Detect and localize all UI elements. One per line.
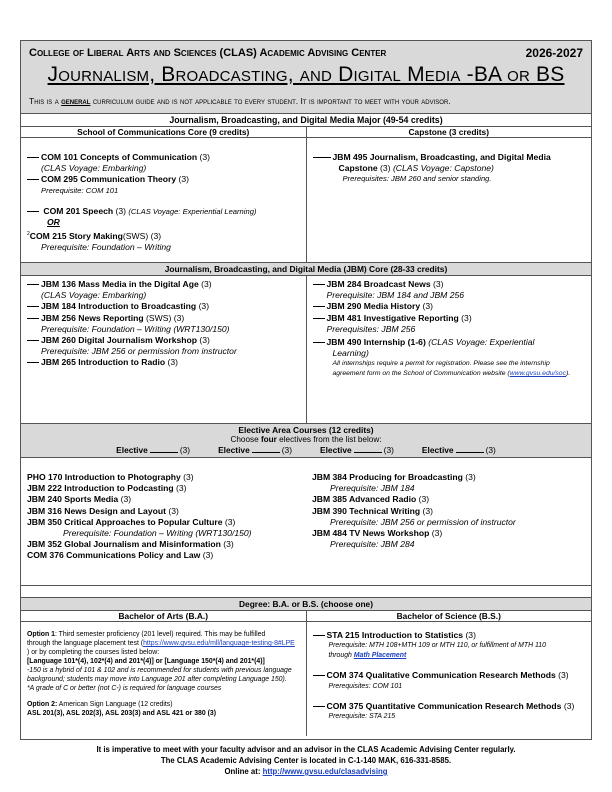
checkbox-line [313,706,325,707]
course-note [312,539,585,550]
checkbox-line [27,362,39,363]
capstone-course[interactable] [313,152,586,163]
note-bold: general [61,96,91,106]
course-name: JBM 390 Technical Writing [312,505,421,516]
footer-line1: It is imperative to meet with your faculty advisor and an advisor in the CLAS Academic Advising Center regularly. [96,745,516,754]
electives-right-list [312,472,585,550]
story-course[interactable]: $^2$COM 215 Story Making(SWS) (3) [27,230,162,241]
course-name: JBM 260 Digital Journalism Workshop [41,335,197,346]
core-head: School of Communications Core (9 credits) [21,127,307,137]
internship-course[interactable] [313,337,586,348]
course-credits: (3) [198,279,212,289]
elective-slots [21,444,591,458]
course-name: JBM 495 Journalism, Broadcasting, and Digital Media [332,152,551,162]
course-name: JBM 240 Sports Media [27,494,119,505]
academic-year: 2026-2027 [525,46,583,60]
course-item[interactable] [313,670,586,681]
note-text: agreement form on the School of Communication website ( [332,370,510,378]
elective-slot[interactable] [422,445,496,455]
course-item[interactable] [27,174,300,185]
elective-blank[interactable] [354,452,382,453]
speech-course[interactable] [27,206,300,217]
course-item[interactable] [27,152,300,163]
course-name: COM 215 Story Making [29,230,123,241]
major-section [21,138,591,263]
course-name: COM 376 Communications Policy and Law [27,550,201,561]
course-note-text: Prerequisite: JBM 256 or permission of instructor [330,516,516,527]
course-credits: (3) [118,494,132,505]
major-heads [21,127,591,138]
note-end: ). [565,370,571,378]
course-note-text: Prerequisites: COM 101 [328,682,403,690]
course-name: COM 374 Qualitative Communication Research Methods [326,670,556,681]
course-name: JBM 352 Global Journalism and Misinformation [27,539,221,550]
course-note [27,290,300,301]
course-item[interactable] [27,472,300,483]
course-name: JBM 490 Internship (1-6) [326,337,426,348]
course-name: JBM 265 Introduction to Radio [41,357,166,368]
course-item[interactable] [27,494,300,505]
course-credits: (3) [197,335,210,346]
footer-line2: The CLAS Academic Advising Center is located in C-1-140 MAK, 616-331-8585. [160,756,452,765]
jbm-left-list [27,279,300,369]
elective-blank[interactable] [150,452,178,453]
opt2-label: Option 2: [27,701,58,708]
checkbox-line [27,284,39,285]
capstone-prereq: Prerequisites: JBM 260 and senior standing. [342,174,492,184]
course-note-text: (CLAS Voyage: Embarking) [41,290,147,301]
checkbox-line [27,306,39,307]
course-credits: (3) [430,279,444,289]
capstone-head: Capstone (3 credits) [307,127,592,137]
story-prereq: Prerequisite: Foundation – Writing [41,241,171,252]
course-credits: (3) [197,152,211,162]
soc-website-link[interactable]: www.gvsu.edu/soc [509,370,566,378]
course-note-text: Prerequisite: Foundation – Writing (WRT130/150) [63,528,252,539]
course-item[interactable] [27,335,300,346]
opt1-label: Option 1 [27,631,55,638]
course-note-text: Prerequisite: JBM 184 [330,483,415,494]
course-note-text: Prerequisite: STA 215 [328,713,396,721]
ba-options [21,622,307,736]
course-voyage: (CLAS Voyage: Capstone) [392,163,494,174]
course-item[interactable] [313,313,586,324]
course-note-text: (CLAS Voyage: Embarking) [41,163,147,174]
course-item[interactable] [313,701,586,712]
course-item[interactable] [313,630,586,641]
course-note [313,324,586,335]
bs-list [313,630,586,722]
course-credits: (3) [180,472,194,482]
course-note-text: Prerequisite: MTH 108+MTH 109 or MTH 110, or fulfillment of MTH 110 [328,642,546,650]
course-name: JBM 290 Media History [326,301,421,312]
course-name: JBM 384 Producing for Broadcasting [312,472,463,482]
checkbox-line [313,635,325,636]
jbm-core-left [21,276,307,423]
course-note-text: Prerequisite: JBM 284 [330,539,415,550]
course-credits: (3) [377,163,393,174]
opt1-line3: ) or by completing the courses listed below: [27,649,160,656]
elective-slot-credits: (3) [485,445,496,455]
elective-slot[interactable] [218,445,292,455]
elective-slot[interactable] [116,445,190,455]
electives-choose [21,435,591,444]
checkbox-line [313,306,325,307]
course-name: COM 201 Speech [43,206,114,217]
opt1-note2: background; students may move into Language 201 after completing Language 150). [27,676,287,683]
footer [0,744,612,777]
course-item[interactable] [312,494,585,505]
bs-head: Bachelor of Science (B.S.) [307,611,592,621]
elective-blank[interactable] [252,452,280,453]
course-voyage: (CLAS Voyage: Experiential [425,337,535,348]
checkbox-line [27,318,39,319]
course-note-text: Prerequisite: JBM 256 or permission from instructor [41,346,237,357]
electives-left-list [27,472,300,562]
checkbox-line [27,157,39,158]
course-note [27,324,300,335]
math-placement-link[interactable]: Math Placement [353,651,407,659]
jbm-core-section [21,276,591,424]
opt1-note1: -150 is a hybrid of 101 & 102 and is recommended for students with previous language [27,667,292,674]
opt2-text: American Sign Language (12 credits) [57,701,173,708]
course-name: JBM 184 Introduction to Broadcasting [41,301,197,312]
course-credits: (3) [222,516,236,527]
choose-bold: four [260,435,277,444]
opt1-text2: through the language placement test ( [27,640,144,647]
jbm-core-right [307,276,592,423]
checkbox-line [313,675,325,676]
course-name: JBM 385 Advanced Radio [312,494,417,505]
opt2-line1 [27,700,300,709]
course-note-text: Prerequisite: COM 101 [41,185,119,195]
course-note [312,517,585,528]
course-note-text: Prerequisites: JBM 256 [326,323,416,334]
choose-text-2: electives from the list below: [276,435,382,444]
capstone-course-line2 [313,163,586,174]
curriculum-guide [20,40,592,740]
course-name: COM 375 Quantitative Communication Research Methods [326,701,562,712]
note-text-2: curriculum guide and is not applicable to every student. It is important to meet with your advisor. [90,96,451,106]
course-name: JBM 350 Critical Approaches to Popular Culture [27,516,223,527]
degree-heads [21,611,591,622]
course-name: JBM 284 Broadcast News [326,279,431,289]
electives-section [21,458,591,586]
course-credits: (3) [176,174,190,185]
course-name: JBM 481 Investigative Reporting [326,312,459,323]
footer-online: Online at: [224,767,263,776]
electives-title: Elective Area Courses (12 credits) [21,424,591,435]
course-credits: (3) [458,312,472,323]
course-note [27,163,300,174]
elective-slot-label: Elective [320,445,352,455]
course-name: JBM 484 TV News Workshop [312,528,430,539]
course-item[interactable] [312,472,585,483]
core-list [27,152,300,195]
guide-header [21,41,591,114]
general-note [29,96,451,106]
internship-note-2 [313,369,586,379]
or-label: OR [47,217,60,228]
course-note [27,186,300,196]
course-item[interactable] [27,483,300,494]
course-voyage: (CLAS Voyage: Experiential Learning) [128,207,257,217]
elective-slot[interactable] [320,445,394,455]
degree-section [21,622,591,736]
electives-right [306,458,591,585]
elective-slot-credits: (3) [281,445,292,455]
course-item[interactable] [27,539,300,550]
elective-slot-label: Elective [116,445,148,455]
checkbox-line [313,318,325,319]
course-credits: (3) [416,494,430,505]
course-credits: (3) [555,670,569,681]
course-credits: (3) [220,539,234,550]
course-note [27,528,300,539]
checkbox-line [27,179,39,180]
internship-note-1: All internships require a permit for registration. Please see the internship [332,360,550,368]
course-item[interactable] [27,279,300,290]
course-note [313,682,586,692]
communications-core [21,138,307,262]
footer-line3 [0,766,612,777]
electives-left [21,458,306,585]
course-credits: (3) [420,505,433,516]
course-credits: (3) [165,357,179,368]
course-name: STA 215 Introduction to Statistics [326,630,464,640]
course-credits: (3) [200,550,214,561]
bs-courses [307,622,592,736]
major-title: Journalism, Broadcasting, and Digital Media Major (49-54 credits) [21,114,591,127]
course-credits: (3) [561,701,575,712]
opt1-line1 [27,630,300,639]
ba-head: Bachelor of Arts (B.A.) [21,611,307,621]
elective-slot-credits: (3) [383,445,394,455]
course-note-text: Prerequisite: Foundation – Writing (WRT130/150) [41,323,230,334]
course-item[interactable] [313,301,586,312]
course-item[interactable] [27,550,300,561]
course-name: COM 101 Concepts of Communication [41,152,198,162]
course-credits: (SWS) (3) [122,230,162,241]
course-name: JBM 256 News Reporting [41,312,144,323]
course-item[interactable] [27,357,300,368]
course-credits: (3) [165,505,179,516]
course-item[interactable] [27,301,300,312]
clas-advising-link[interactable]: http://www.gvsu.edu/clasadvising [262,767,388,776]
course-credits: (3) [113,206,129,217]
course-credits: (SWS) (3) [143,312,185,323]
language-testing-link[interactable]: https://www.gvsu.edu/mll/language-testing-8#LPE [143,640,295,647]
course-name: JBM 222 Introduction to Podcasting [27,483,174,494]
course-note [313,290,586,301]
course-name: COM 295 Communication Theory [41,174,177,185]
choose-text: Choose [230,435,261,444]
course-note-text: through [328,651,354,659]
checkbox-line [27,340,39,341]
opt1-line2 [27,639,300,648]
course-item[interactable] [312,506,585,517]
course-item[interactable] [312,528,585,539]
opt1-langs: [Language 101*(4), 102*(4) and 201*(4)] or [Language 150*(4) and 201*(4)] [27,658,265,665]
course-note [27,346,300,357]
course-name: JBM 136 Mass Media in the Digital Age [41,279,199,289]
course-credits: (3) [173,483,187,494]
course-item[interactable] [313,279,586,290]
course-credits: (3) [462,472,476,482]
elective-slot-label: Elective [218,445,250,455]
course-note-text: Prerequisite: JBM 184 and JBM 256 [326,290,465,301]
checkbox-line [313,284,325,285]
opt1-note3: *A grade of C or better (not C-) is required for language courses [27,685,222,692]
internship-voyage-2: Learning) [332,348,369,359]
opt1-text: : Third semester proficiency (201 level) required. This may be fulfilled [54,631,266,638]
capstone [307,138,592,262]
page-title: Journalism, Broadcasting, and Digital Media -BA or BS [47,63,565,86]
jbm-core-title: Journalism, Broadcasting, and Digital Media (JBM) Core (28-33 credits) [21,263,591,276]
course-note [312,483,585,494]
course-note-2 [313,651,586,661]
jbm-right-list [313,279,586,335]
course-note [313,712,586,722]
course-item[interactable] [27,313,300,324]
course-item[interactable] [27,517,300,528]
elective-slot-label: Elective [421,445,454,455]
course-name: PHO 170 Introduction to Photography [27,472,181,482]
course-name: JBM 316 News Design and Layout [27,505,166,516]
course-note [313,641,586,651]
college-name: College of Liberal Arts and Sciences (CLAS) Academic Advising Center [29,47,387,59]
elective-slot-credits: (3) [179,445,191,455]
note-text: This is a [29,96,62,106]
opt2-courses: ASL 201(3), ASL 202(3), ASL 203(3) and ASL 421 or 380 (3) [27,710,217,717]
course-credits: (3) [196,301,210,312]
course-item[interactable] [27,506,300,517]
course-credits: (3) [463,630,476,640]
elective-blank[interactable] [456,452,484,453]
course-credits: (3) [420,301,433,312]
course-name-2: Capstone [338,163,378,174]
course-credits: (3) [429,528,443,539]
degree-title: Degree: B.A. or B.S. (choose one) [21,597,591,611]
